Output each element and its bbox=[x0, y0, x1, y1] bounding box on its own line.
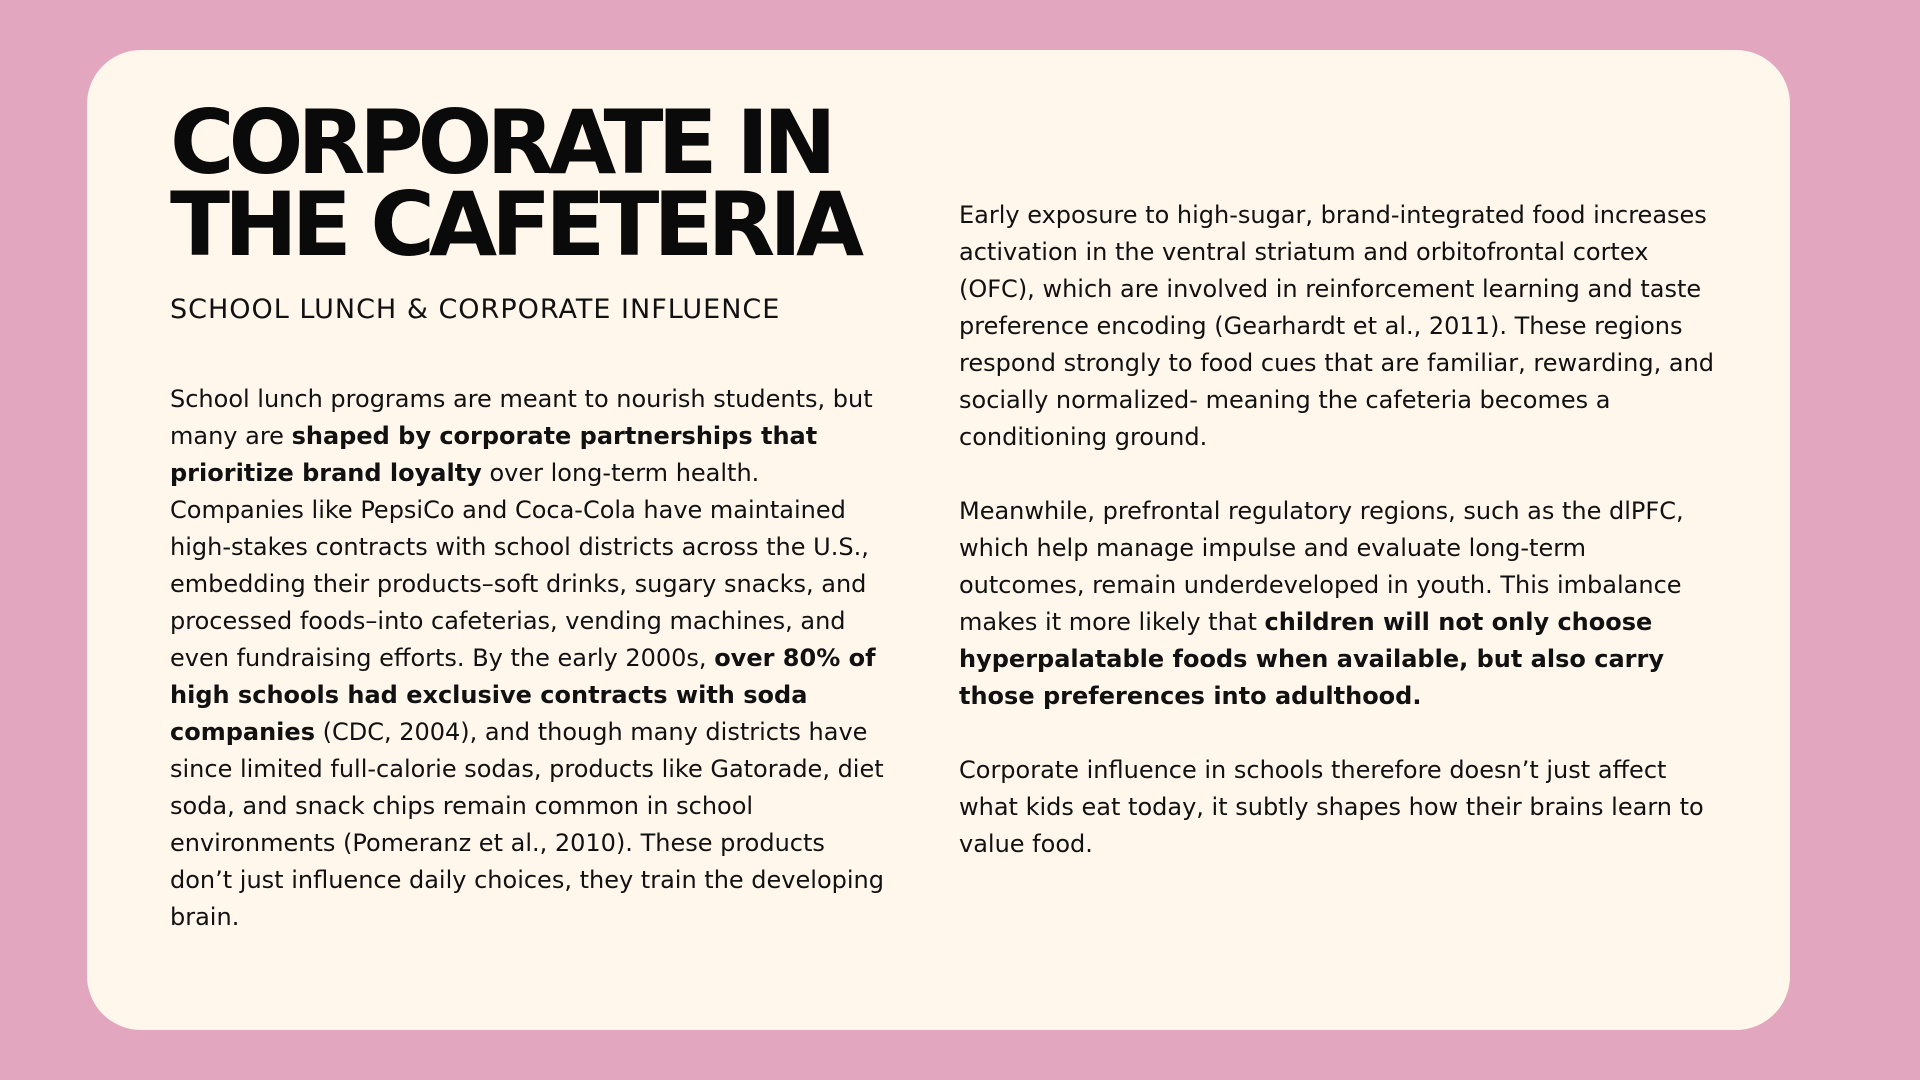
bold-text-run: over 80% of high schools had exclusive contracts with soda companies bbox=[170, 644, 876, 746]
page-title bbox=[170, 91, 930, 276]
right-paragraph-2 bbox=[959, 493, 1719, 715]
right-paragraph-3: Corporate influence in schools therefore doesn’t just affect what kids eat today, it subtly shapes how their brains learn to value food. bbox=[959, 756, 1704, 858]
right-column bbox=[959, 197, 1719, 863]
left-column bbox=[170, 381, 890, 936]
text-run: School lunch programs are meant to nourish students, but many are bbox=[170, 385, 873, 450]
bold-text-run: shaped by corporate partnerships that prioritize brand loyalty bbox=[170, 422, 818, 487]
title-line-1: CORPORATE IN bbox=[170, 91, 831, 194]
bold-text-run: children will not only choose hyperpalatable foods when available, but also carry those preferences into adulthood. bbox=[959, 608, 1664, 710]
right-paragraph-1: Early exposure to high-sugar, brand-integrated food increases activation in the ventral striatum and orbitofrontal cortex (OFC), which are involved in reinforcement learning and taste preference encoding (Gearhardt et al., 2011). These regions respond strongly to food cues that are familiar, rewarding, and socially normalized- meaning the cafeteria becomes a conditioning ground. bbox=[959, 201, 1715, 451]
left-paragraph bbox=[170, 381, 890, 936]
text-run: Meanwhile, prefrontal regulatory regions, such as the dlPFC, which help manage impulse and evaluate long-term outcomes, remain underdeveloped in youth. This imbalance makes it more likely that bbox=[959, 497, 1684, 636]
page-subtitle: SCHOOL LUNCH & CORPORATE INFLUENCE bbox=[170, 294, 781, 325]
text-run: (CDC, 2004), and though many districts have since limited full-calorie sodas, products like Gatorade, diet soda, and snack chips remain common in school environments (Pomeranz et al., 2010). These products don’t just influence daily choices, they train the developing brain. bbox=[170, 718, 884, 931]
text-run: over long-term health. Companies like PepsiCo and Coca-Cola have maintained high-stakes contracts with school districts across the U.S., embedding their products–soft drinks, sugary snacks, and processed foods–into cafeterias, vending machines, and even fundraising efforts. By the early 2000s, bbox=[170, 459, 869, 672]
title-line-2: THE CAFETERIA bbox=[170, 173, 859, 276]
